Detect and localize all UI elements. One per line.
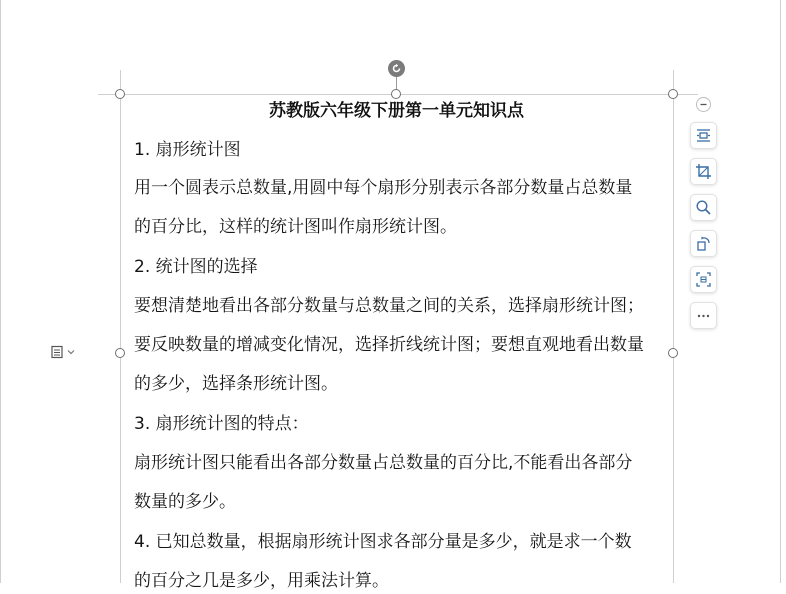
text-line: 用一个圆表示总数量,用圆中每个扇形分别表示各部分数量占总数量 — [134, 178, 633, 198]
text-line: 的百分之几是多少，用乘法计算。 — [134, 571, 389, 591]
text-line: 扇形统计图只能看出各部分数量占总数量的百分比,不能看出各部分 — [134, 453, 633, 473]
layout-icon — [50, 345, 64, 359]
text-line: 的多少，选择条形统计图。 — [134, 374, 338, 394]
layout-wrap-icon — [695, 127, 712, 144]
page-edge-right — [780, 0, 781, 583]
screenshot-button[interactable] — [690, 266, 717, 293]
crop-button[interactable] — [690, 158, 717, 185]
more-button[interactable] — [690, 302, 717, 329]
zoom-icon — [695, 199, 712, 216]
text-line: 数量的多少。 — [134, 492, 236, 512]
text-line: 3. 扇形统计图的特点： — [134, 414, 309, 434]
layout-wrap-button[interactable] — [690, 122, 717, 149]
collapse-icon — [699, 100, 708, 109]
rotate-icon — [695, 235, 712, 252]
text-line: 4. 已知总数量，根据扇形统计图求各部分量是多少，就是求一个数 — [134, 532, 632, 552]
text-line: 2. 统计图的选择 — [134, 257, 258, 277]
resize-handle-middle-left[interactable] — [115, 348, 125, 358]
layout-options-button[interactable] — [50, 342, 86, 362]
alignment-guide-right — [673, 70, 674, 583]
alignment-guide-left — [120, 70, 121, 583]
text-line: 1. 扇形统计图 — [134, 140, 241, 160]
resize-handle-middle-right[interactable] — [668, 348, 678, 358]
rotate-button[interactable] — [690, 230, 717, 257]
document-title: 苏教版六年级下册第一单元知识点 — [269, 101, 524, 121]
zoom-button[interactable] — [690, 194, 717, 221]
rotate-icon — [391, 63, 402, 74]
text-line: 要反映数量的增减变化情况，选择折线统计图；要想直观地看出数量 — [134, 335, 644, 355]
chevron-down-icon — [67, 348, 75, 356]
more-icon — [695, 307, 712, 324]
crop-icon — [695, 163, 712, 180]
text-line: 的百分比，这样的统计图叫作扇形统计图。 — [134, 217, 457, 237]
rotate-handle[interactable] — [388, 60, 405, 77]
text-line: 要想清楚地看出各部分数量与总数量之间的关系，选择扇形统计图； — [134, 296, 644, 316]
toolbar-collapse-button[interactable] — [696, 97, 711, 112]
screenshot-icon — [695, 271, 712, 288]
page-edge-left — [0, 0, 1, 583]
